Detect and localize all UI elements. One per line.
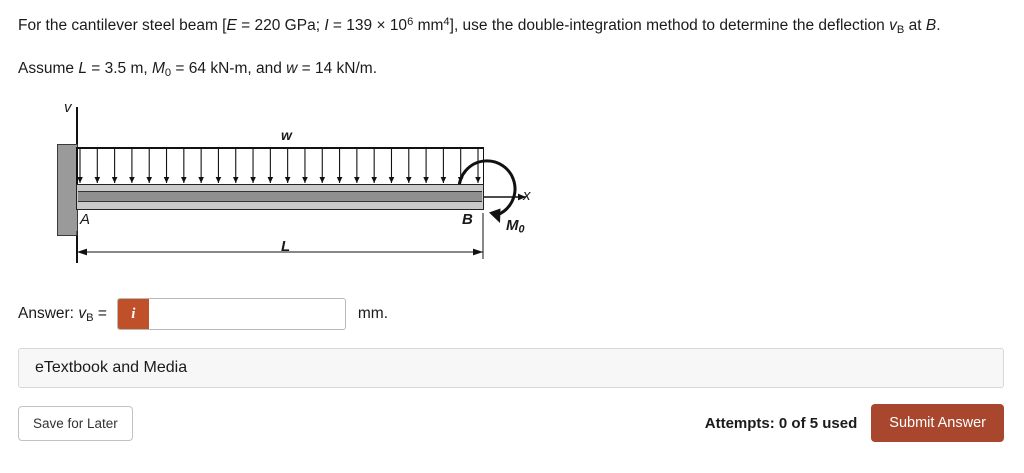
- problem-statement-line-1: [18, 14, 1006, 39]
- exponent-4: 4: [443, 16, 450, 28]
- exponent-6: 6: [407, 16, 414, 28]
- submit-answer-button[interactable]: Submit Answer: [871, 404, 1004, 442]
- v-axis-label: v: [64, 99, 72, 117]
- footer-bar: [18, 404, 1004, 442]
- text-fragment: = 14 kN/m.: [297, 59, 378, 77]
- x-axis-label: x: [523, 187, 531, 205]
- symbol-I: I: [324, 17, 329, 35]
- support-label-a: A: [80, 211, 91, 229]
- text-fragment: ], use the double-integration method to determine the deflection: [449, 17, 890, 35]
- distributed-load-label: w: [281, 127, 292, 144]
- subscript-0: 0: [164, 66, 172, 79]
- text-fragment: = 220 GPa;: [236, 17, 325, 35]
- etextbook-and-media-panel[interactable]: [18, 348, 1004, 388]
- symbol-L: L: [78, 59, 87, 77]
- answer-input[interactable]: [149, 299, 345, 329]
- subscript-B: B: [896, 23, 905, 36]
- end-label-b: B: [462, 211, 473, 229]
- moment-label: [506, 217, 525, 236]
- attempts-counter: Attempts: 0 of 5 used: [704, 414, 858, 432]
- answer-symbol-sub: B: [86, 311, 94, 324]
- text-fragment: .: [936, 17, 941, 35]
- moment-symbol: M: [506, 217, 519, 235]
- symbol-v: v: [889, 17, 897, 35]
- etextbook-label: eTextbook and Media: [35, 359, 188, 377]
- symbol-w: w: [286, 59, 298, 77]
- symbol-E: E: [226, 17, 237, 35]
- symbol-M: M: [151, 59, 165, 77]
- text-fragment: Assume: [18, 59, 79, 77]
- save-for-later-button[interactable]: Save for Later: [18, 406, 133, 441]
- span-length-label: L: [281, 238, 291, 256]
- text-fragment: mm: [413, 17, 444, 35]
- problem-statement-line-2: [18, 57, 1006, 82]
- info-icon[interactable]: i: [118, 299, 149, 329]
- load-arrow-group: [77, 148, 481, 183]
- answer-equals: =: [93, 304, 107, 322]
- answer-symbol-v: v: [78, 304, 87, 322]
- answer-units: mm.: [357, 305, 389, 323]
- beam-diagram: [38, 99, 598, 284]
- answer-input-group: [117, 298, 346, 330]
- symbol-B: B: [925, 17, 937, 35]
- text-fragment: = 64 kN-m, and: [171, 59, 287, 77]
- answer-row: [18, 298, 1006, 330]
- text-fragment: For the cantilever steel beam [: [18, 17, 227, 35]
- text-fragment: = 139 × 10: [328, 17, 408, 35]
- beam-web: [78, 191, 482, 202]
- answer-label: [18, 305, 107, 324]
- footer-right-group: [705, 404, 1004, 442]
- moment-subscript: 0: [518, 223, 525, 236]
- text-fragment: at: [904, 17, 926, 35]
- text-fragment: = 3.5 m,: [86, 59, 152, 77]
- answer-label-text: Answer:: [18, 304, 79, 322]
